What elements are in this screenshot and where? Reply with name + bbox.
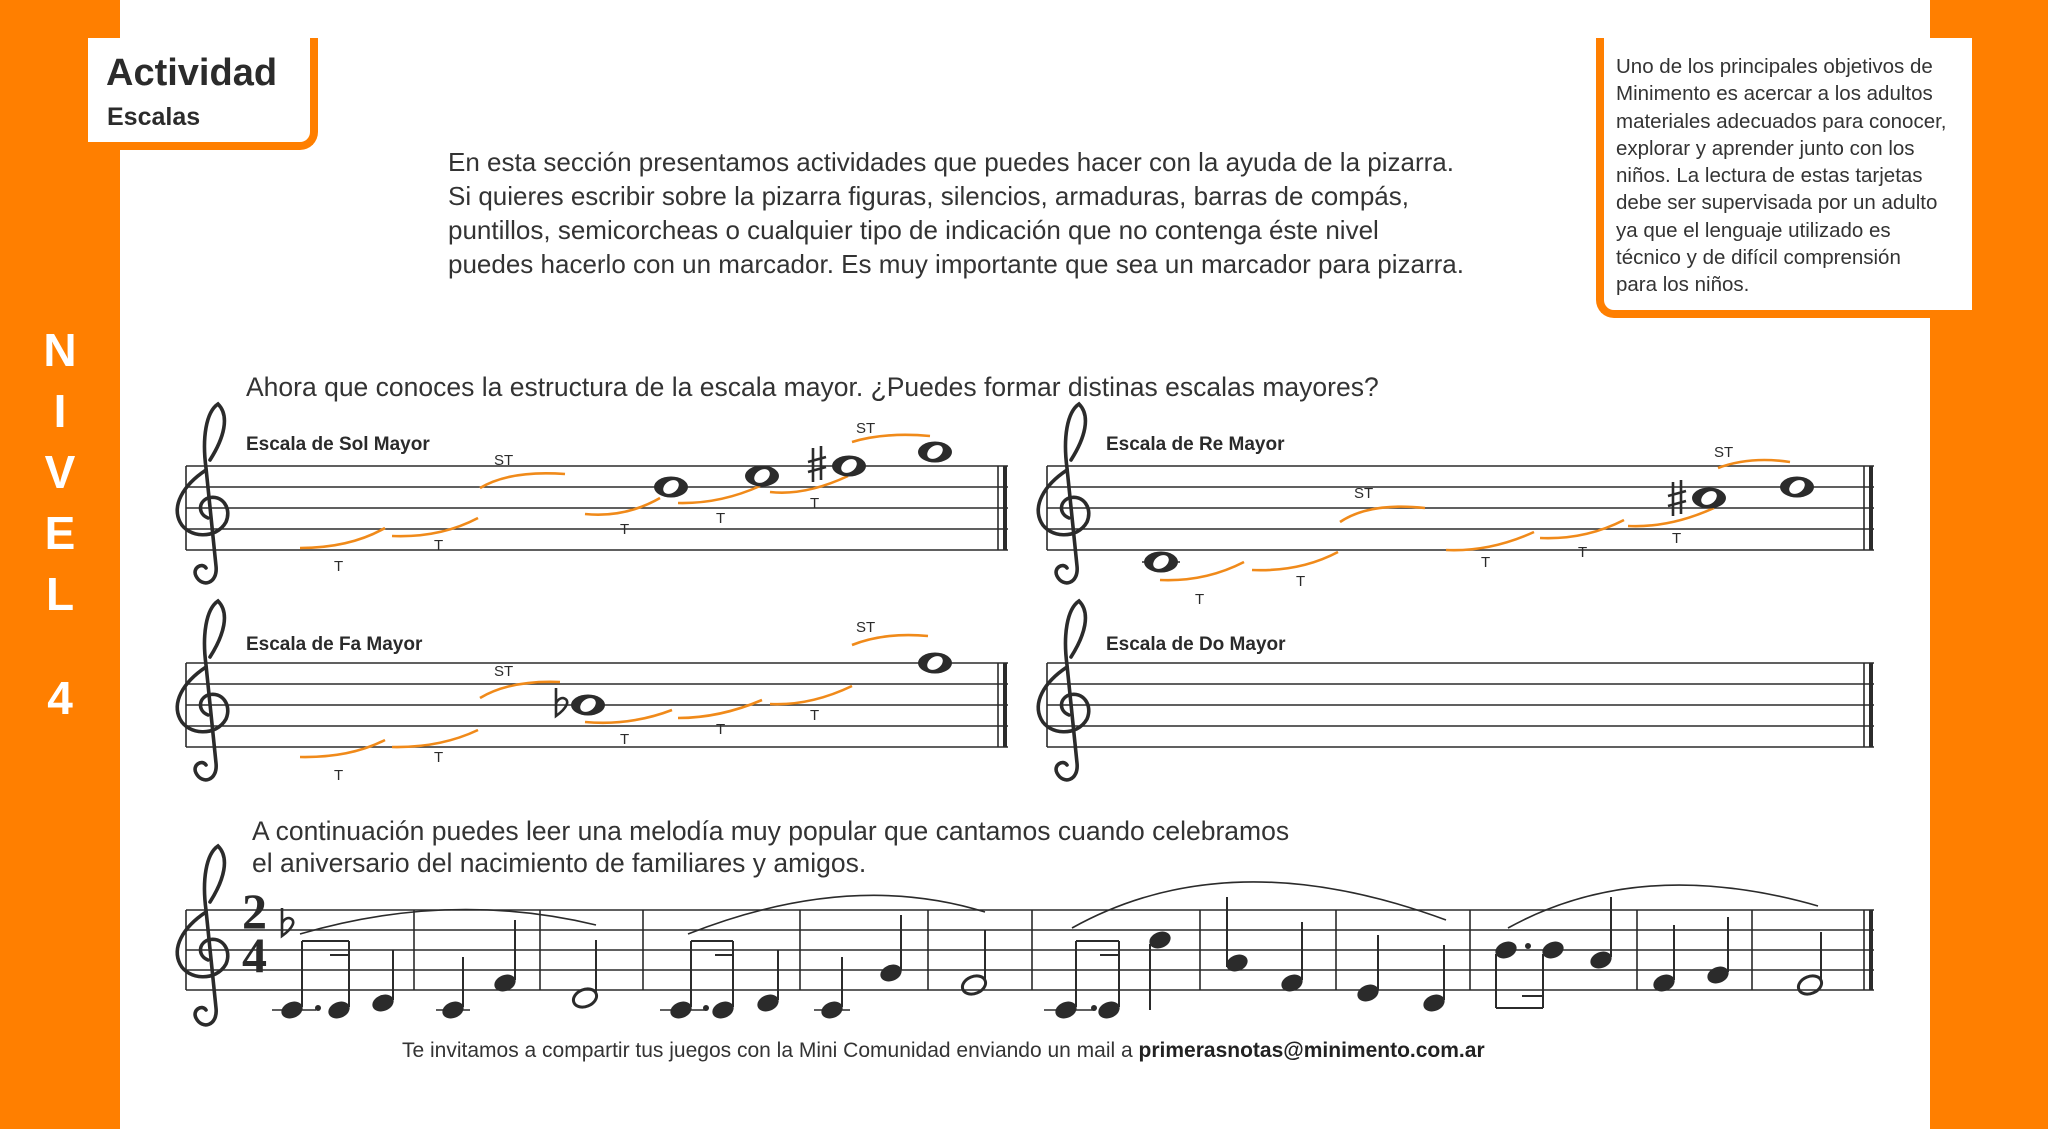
interval-label: T	[1672, 530, 1682, 547]
whole-note-icon	[1780, 477, 1814, 498]
time-signature-top: 2	[242, 883, 267, 939]
treble-clef-icon	[177, 846, 227, 1025]
treble-clef-icon	[177, 601, 227, 780]
info-line: niños. La lectura de estas tarjetas	[1616, 164, 1923, 188]
interval-label: ST	[1354, 485, 1374, 502]
flat-icon	[556, 688, 567, 716]
scale-label-do: Escala de Do Mayor	[1106, 634, 1286, 655]
level-number: 4	[47, 672, 73, 724]
info-line: explorar y aprender junto con los	[1616, 136, 1915, 160]
whole-note-icon	[571, 695, 605, 716]
footer-text: Te invitamos a compartir tus juegos con la Mini Comunidad enviando un mail a	[402, 1039, 1139, 1062]
flat-icon	[282, 908, 293, 936]
activity-title: Actividad	[106, 52, 278, 94]
sharp-icon	[808, 446, 826, 482]
treble-clef-icon	[1038, 404, 1088, 583]
info-line: Minimento es acercar a los adultos	[1616, 82, 1933, 106]
scale-label-sol: Escala de Sol Mayor	[246, 434, 430, 455]
level-letter: E	[44, 507, 76, 559]
interval-label: T	[1578, 544, 1588, 561]
staff-do-mayor	[1047, 663, 1874, 747]
treble-clef-icon	[1038, 601, 1088, 780]
interval-label: T	[434, 749, 444, 766]
interval-label: T	[810, 495, 820, 512]
interval-label: ST	[494, 452, 514, 469]
intro-line: En esta sección presentamos actividades que puedes hacer con la ayuda de la pizarra.	[448, 147, 1454, 177]
interval-label: T	[434, 537, 444, 554]
melody-intro-line: A continuación puedes leer una melodía muy popular que cantamos cuando celebramos	[252, 816, 1290, 846]
interval-label: T	[620, 731, 630, 748]
interval-label: T	[620, 521, 630, 538]
interval-label: T	[334, 558, 344, 575]
staff-sol-mayor	[186, 466, 1008, 550]
whole-note-icon	[1144, 552, 1178, 573]
staff-re-mayor	[1047, 466, 1874, 562]
whole-note-icon	[832, 456, 866, 477]
whole-note-icon	[654, 477, 688, 498]
whole-note-icon	[1692, 488, 1726, 509]
info-line: debe ser supervisada por un adulto	[1616, 191, 1938, 215]
whole-note-icon	[745, 466, 779, 487]
intro-line: puntillos, semicorcheas o cualquier tipo de indicación que no contenga éste nivel	[448, 215, 1379, 245]
interval-label: T	[716, 721, 726, 738]
interval-label: ST	[856, 619, 876, 636]
whole-note-icon	[918, 653, 952, 674]
scale-label-re: Escala de Re Mayor	[1106, 434, 1285, 455]
phrase-slurs	[300, 882, 1818, 934]
scale-question: Ahora que conoces la estructura de la escala mayor. ¿Puedes formar distinas escalas mayores?	[246, 372, 1379, 402]
interval-label: T	[1195, 591, 1205, 608]
interval-label: T	[1481, 554, 1491, 571]
interval-label: T	[716, 510, 726, 527]
level-letter: I	[53, 385, 67, 437]
sharp-icon	[1668, 480, 1686, 516]
interval-label: ST	[494, 663, 514, 680]
whole-note-icon	[918, 442, 952, 463]
interval-label: ST	[1714, 444, 1734, 461]
interval-arcs-re	[1160, 460, 1790, 580]
level-letter: N	[43, 324, 77, 376]
info-line: para los niños.	[1616, 273, 1750, 297]
intro-line: Si quieres escribir sobre la pizarra figuras, silencios, armaduras, barras de compás,	[448, 181, 1409, 211]
melody-intro-line: el aniversario del nacimiento de familiares y amigos.	[252, 848, 867, 878]
intro-line: puedes hacerlo con un marcador. Es muy importante que sea un marcador para pizarra.	[448, 249, 1464, 279]
level-letter: V	[44, 446, 76, 498]
info-line: Uno de los principales objetivos de	[1616, 55, 1933, 78]
interval-label: T	[334, 767, 344, 784]
interval-label: T	[1296, 573, 1306, 590]
time-signature-bottom: 4	[242, 927, 267, 983]
dots	[315, 943, 1531, 1011]
scale-label-fa: Escala de Fa Mayor	[246, 634, 423, 655]
info-line: ya que el lenguaje utilizado es	[1616, 218, 1891, 242]
treble-clef-icon	[177, 404, 227, 583]
footer-email[interactable]: primerasnotas@minimento.com.ar	[1138, 1039, 1485, 1062]
info-line: técnico y de difícil comprensión	[1616, 246, 1901, 270]
activity-subtitle: Escalas	[107, 103, 201, 131]
info-line: materiales adecuados para conocer,	[1616, 109, 1947, 133]
melody-notes	[272, 928, 1824, 1021]
level-letter: L	[45, 568, 75, 620]
melody-staff	[186, 910, 1874, 990]
interval-label: ST	[856, 420, 876, 437]
interval-label: T	[810, 707, 820, 724]
